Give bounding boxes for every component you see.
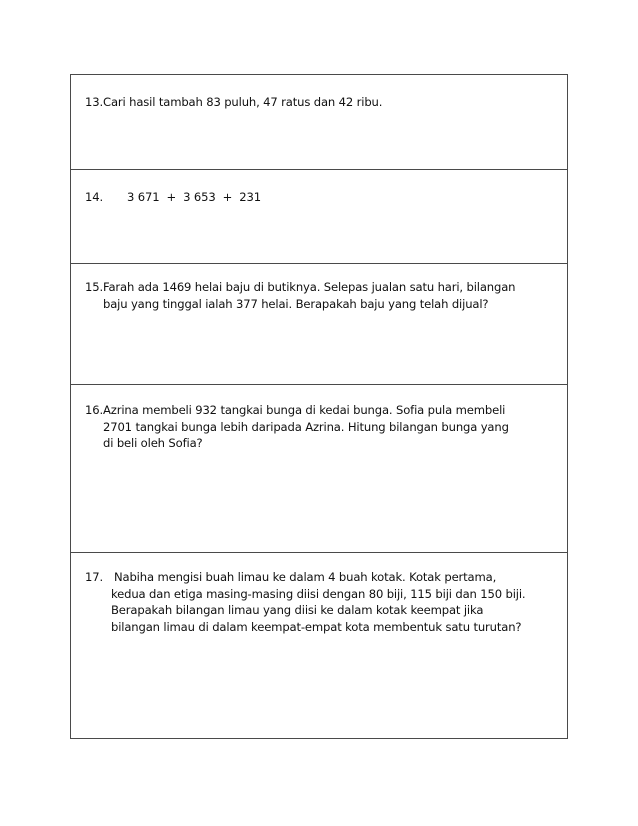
question-13 bbox=[85, 94, 557, 111]
worksheet-table bbox=[70, 74, 568, 739]
question-line: Farah ada 1469 helai baju di butiknya. Selepas jualan satu hari, bilangan bbox=[103, 280, 516, 294]
question-line: 3 671 + 3 653 + 231 bbox=[127, 190, 261, 204]
question-cell-15 bbox=[71, 263, 567, 384]
question-14 bbox=[85, 189, 557, 206]
question-cell-13 bbox=[71, 75, 567, 169]
question-line: bilangan limau di dalam keempat-empat kota membentuk satu turutan? bbox=[111, 619, 522, 634]
question-cell-17 bbox=[71, 552, 567, 738]
question-number: 17. bbox=[85, 570, 103, 584]
question-text bbox=[103, 402, 557, 452]
question-line: Azrina membeli 932 tangkai bunga di kedai bunga. Sofia pula membeli bbox=[103, 403, 506, 417]
question-number: 15. bbox=[85, 280, 103, 294]
question-line: Cari hasil tambah 83 puluh, 47 ratus dan 42 ribu. bbox=[103, 95, 383, 109]
question-line: baju yang tinggal ialah 377 helai. Berapakah baju yang telah dijual? bbox=[103, 296, 489, 311]
question-text bbox=[111, 569, 557, 635]
question-number: 16. bbox=[85, 403, 103, 417]
question-text bbox=[127, 189, 557, 206]
question-line: Berapakah bilangan limau yang diisi ke dalam kotak keempat jika bbox=[111, 603, 484, 618]
question-number: 13. bbox=[85, 95, 103, 109]
question-cell-16 bbox=[71, 384, 567, 552]
question-line: kedua dan etiga masing-masing diisi dengan 80 biji, 115 biji dan 150 biji. bbox=[111, 586, 526, 601]
question-cell-14 bbox=[71, 169, 567, 263]
question-line: 2701 tangkai bunga lebih daripada Azrina. Hitung bilangan bunga yang bbox=[103, 419, 509, 434]
question-text bbox=[103, 94, 557, 111]
question-line: Nabiha mengisi buah limau ke dalam 4 buah kotak. Kotak pertama, bbox=[114, 570, 497, 584]
question-text bbox=[103, 279, 557, 312]
question-17 bbox=[85, 569, 557, 635]
question-15 bbox=[85, 279, 557, 312]
question-line: di beli oleh Sofia? bbox=[103, 436, 203, 451]
question-16 bbox=[85, 402, 557, 452]
question-number: 14. bbox=[85, 190, 103, 204]
